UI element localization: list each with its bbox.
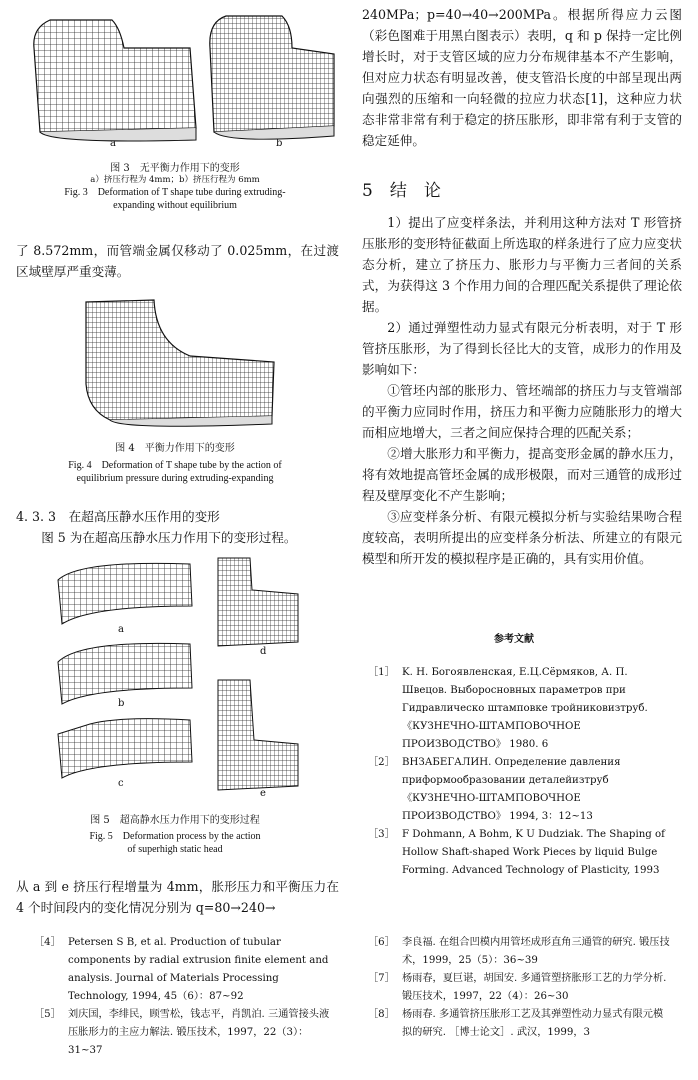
left-paragraph-2: 从 a 到 e 挤压行程增量为 4mm，胀形压力和平衡压力在 4 个时间段内的变化情况分别为 q=80→240→ [16,879,339,915]
figure-4-title-en-2: equilibrium pressure during extruding-expanding [76,473,274,484]
reference-number: ［6］ [368,937,395,948]
reference-number: ［4］ [34,937,61,948]
figure-5-label-b: b [118,698,125,709]
left-paragraph-1: 了 8.572mm，而管端金属仅移动了 0.025mm，在过渡区域壁厚严重变薄。 [16,243,339,279]
reference-item [34,1006,338,1060]
reference-number: ［8］ [368,1009,395,1020]
figure-4 [80,292,280,432]
reference-text: F Dohmann, A Bohm, K U Dudziak. The Shaping of Hollow Shaft-shaped Work Pieces by liquid Bulge Forming. Advanced Technology of Plasticity, 1993 [402,829,665,876]
section-5-heading: 5 结 论 [362,181,441,201]
reference-item [368,664,672,754]
figure-4-caption [10,442,340,485]
conclusion-2-item-2: ②增大胀形力和平衡力，提高变形金属的静水压力，将有效地提高管坯金属的成形极限，而对三通管的成形过程及壁厚变化不产生影响； [362,446,682,503]
reference-text: 杨雨春. 多通管挤压胀形工艺及其弹塑性动力显式有限元模拟的研究. ［博士论文］. 武汉，1999，3 [402,1009,664,1038]
references-right-top [368,664,672,880]
reference-number: ［7］ [368,973,395,984]
figure-3-subcaption: a）挤压行程为 4mm；b）挤压行程为 6mm [90,175,260,185]
figure-5-label-c: c [118,778,124,789]
reference-text: K. H. Богоявленская, Е.Ц.Сёрмяков, А. П. Швецов. Выборосновных параметров при Гидравлическо штамповке тройниковизтруб. 《КУЗНЕЧНО-ШТАМПОВОЧНОЕ ПРОИЗВОДСТВО》 1980. 6 [402,667,648,750]
reference-item [368,934,672,970]
reference-number: ［2］ [368,757,395,768]
figure-3-title-en-1: Fig. 3 Deformation of T shape tube during extruding- [64,187,286,199]
figure-5 [50,550,310,800]
reference-item [368,970,672,1006]
figure-5-label-d: d [260,646,267,657]
reference-item [368,1006,672,1042]
figure-5-title-en-2: of superhigh static head [127,844,223,855]
figure-3-caption [10,162,340,212]
reference-number: ［3］ [368,829,395,840]
figure-3-label-b: b [276,138,283,149]
reference-item [34,934,338,1006]
reference-text: Petersen S B, et al. Production of tubular components by radial extrusion finite element and analysis. Journal of Materials Processing Technology, 1994, 45（6）：87~92 [68,937,329,1002]
conclusion-2-item-1: ①管坯内部的胀形力、管坯端部的挤压力与支管端部的平衡力应同时作用，挤压力和平衡力应随胀形力的增大而相应地增大，三者之间应保持合理的匹配关系； [362,383,682,440]
reference-number: ［1］ [368,667,395,678]
references-bottom-right [368,934,672,1042]
conclusion-1: 1）提出了应变样条法，并利用这种方法对 T 形管挤压胀形的变形特征截面上所选取的样条进行了应力应变状态分析，建立了挤压力、胀形力与平衡力三者间的关系式，为获得这 3 个作用力间的合理匹配关系提供了理论依据。 [362,215,682,314]
section-4-3-3-text: 图 5 为在超高压静水压力作用下的变形过程。 [41,530,297,545]
references-heading: 参考文献 [494,634,534,645]
figure-5-mesh-image [50,550,310,800]
figure-5-caption [10,814,340,856]
figure-4-mesh-image [80,292,280,432]
reference-number: ［5］ [34,1009,61,1020]
reference-text: 杨雨春，夏巨谌，胡国安. 多通管塑挤胀形工艺的力学分析. 锻压技术，1997，22（4）：26~30 [402,973,667,1002]
reference-text: ВНЗАБЕГАЛИН. Определение давления приформообразовании деталейизтруб《КУЗНЕЧНО-ШТАМПОВОЧНОЕ ПРОИЗВОДСТВО》 1994, 3：12~13 [402,757,621,822]
figure-5-title-en-1: Fig. 5 Deformation process by the action [89,831,261,842]
right-paragraph-top: 240MPa；p=40→40→200MPa。根据所得应力云图（彩色图难于用黑白图表示）表明，q 和 p 保持一定比例增长时，对于支管区域的应力分布规律基本不产生影响，但对应力状态有明显改善，使支管沿长度的中部呈现出两向强烈的压缩和一向轻微的拉应力状态[1]，这种应力状态非常非常有利于稳定的挤压胀形，即非常有利于支管的稳定延伸。 [362,7,682,148]
figure-5-label-a: a [118,624,124,635]
reference-item [368,826,672,880]
figure-3 [20,8,340,158]
conclusion-2: 2）通过弹塑性动力显式有限元分析表明，对于 T 形管挤压胀形，为了得到长径比大的支管，成形力的作用及影响如下： [362,320,682,377]
reference-item [368,754,672,826]
section-4-3-3-heading: 4. 3. 3 在超高压静水压作用的变形 [16,509,220,524]
figure-4-title-en-1: Fig. 4 Deformation of T shape tube by the action of [68,460,282,471]
figure-3-mesh-image [20,8,340,158]
conclusion-2-item-3: ③应变样条分析、有限元模拟分析与实验结果吻合程度较高，表明所提出的应变样条分析法、所建立的有限元模型和所开发的模拟程序是正确的，具有实用价值。 [362,509,682,566]
figure-5-title-cn: 图 5 超高静水压力作用下的变形过程 [90,815,260,826]
references-bottom-left [34,934,338,1060]
figure-3-title-en-2: expanding without equilibrium [113,200,237,212]
figure-3-title-cn: 图 3 无平衡力作用下的变形 [110,163,240,174]
figure-4-title-cn: 图 4 平衡力作用下的变形 [115,443,235,454]
figure-5-label-e: e [260,788,266,799]
figure-3-label-a: a [110,138,116,149]
reference-text: 李良福. 在组合凹模内用管坯成形直角三通管的研究. 锻压技术，1999，25（5）：36~39 [402,937,670,966]
reference-text: 刘庆国，李绯民，顾雪松，钱志平，肖凯泊. 三通管接头液压胀形力的主应力解法. 锻压技术，1997，22（3）：31~37 [68,1009,330,1056]
